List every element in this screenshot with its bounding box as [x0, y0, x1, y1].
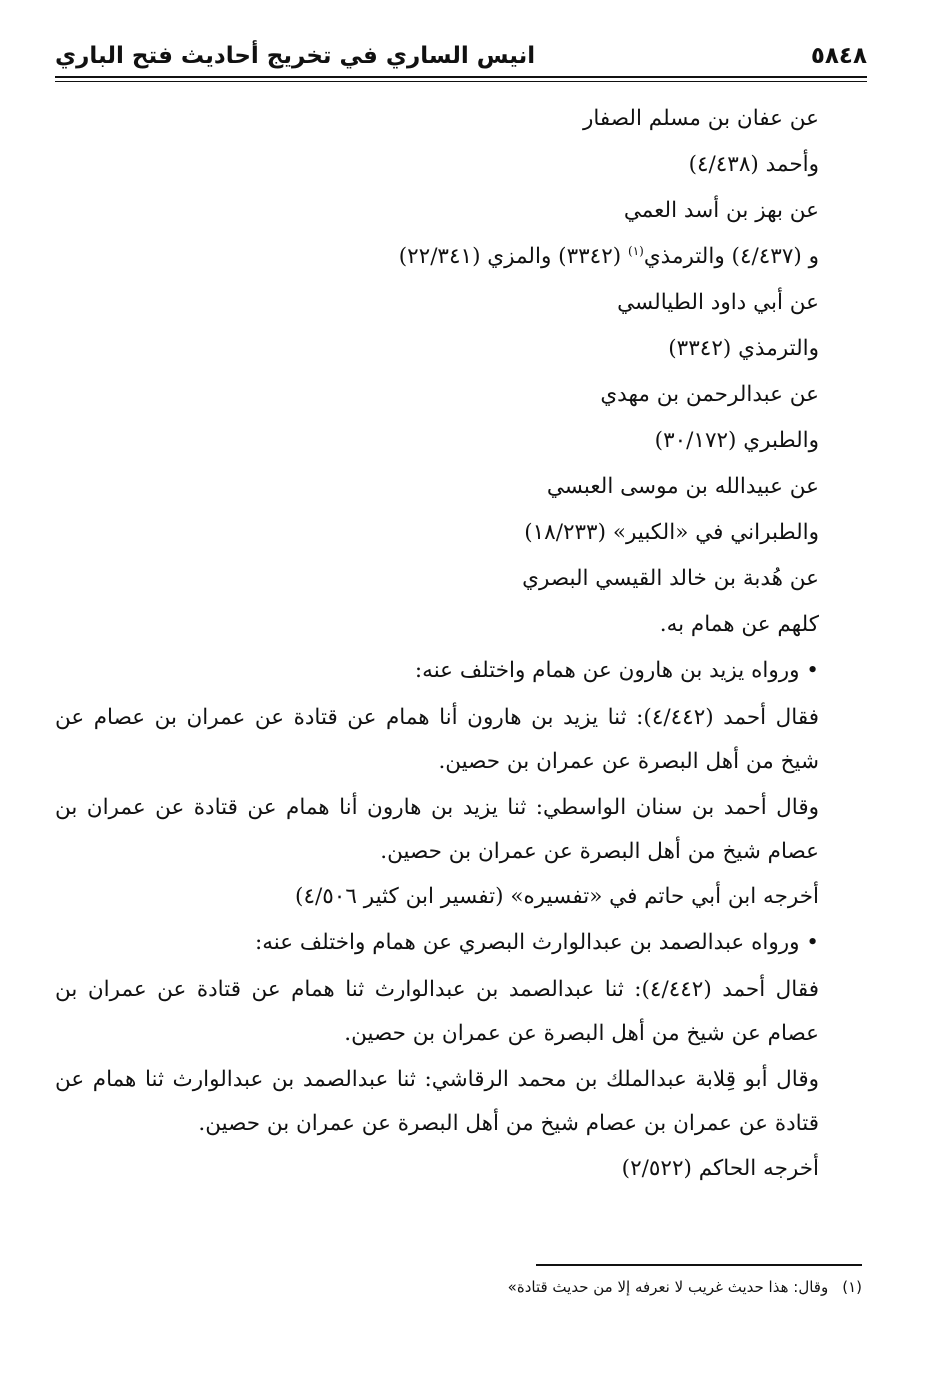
text-line: والترمذي (٣٣٤٢): [668, 336, 819, 361]
text-line: عن عبيدالله بن موسى العبسي: [546, 474, 819, 499]
paragraph: فقال أحمد (٤/٤٤٢): ثنا عبدالصمد بن عبدالوارث ثنا همام عن قتادة عن عمران بن عصام عن شيخ من أهل البصرة عن عمران بن حصين.: [55, 977, 819, 1046]
text-line: أخرجه الحاكم (٢/٥٢٢): [621, 1156, 819, 1181]
book-title: انيس الساري في تخريج أحاديث فتح الباري: [55, 43, 536, 69]
footnote-ref: (١): [628, 243, 644, 258]
footnote-text: وقال: هذا حديث غريب لا نعرفه إلا من حديث قتادة»: [507, 1278, 829, 1296]
text-line: [55, 234, 867, 280]
main-text: [55, 96, 867, 1192]
paragraph: وقال أحمد بن سنان الواسطي: ثنا يزيد بن هارون أنا همام عن قتادة عن عمران بن عصام شيخ من أهل البصرة عن عمران بن حصين.: [55, 795, 819, 864]
text-line: وأحمد (٤/٤٣٨): [688, 152, 819, 177]
text-line: كلهم عن همام به.: [659, 612, 819, 637]
paragraph: وقال أبو قِلابة عبدالملك بن محمد الرقاشي: ثنا عبدالصمد بن عبدالوارث ثنا همام عن قتادة عن عمران بن عصام شيخ من أهل البصرة عن عمران بن حصين.: [55, 1067, 819, 1136]
bullet-line: • ورواه يزيد بن هارون عن همام واختلف عنه:: [414, 658, 819, 683]
text-line: عن عفان بن مسلم الصفار: [582, 106, 819, 131]
bullet-line: • ورواه عبدالصمد بن عبدالوارث البصري عن همام واختلف عنه:: [254, 930, 819, 955]
text-line: أخرجه ابن أبي حاتم في «تفسيره» (تفسير ابن كثير ٤/٥٠٦): [295, 884, 819, 909]
text-segment: (٣٣٤٢) والمزي (٢٢/٣٤١): [398, 244, 628, 269]
footnote-rule: [536, 1264, 862, 1266]
running-header: [55, 38, 867, 74]
footnote: [360, 1278, 862, 1296]
text-line: عن بهز بن أسد العمي: [623, 198, 819, 223]
paragraph: فقال أحمد (٤/٤٤٢): ثنا يزيد بن هارون أنا همام عن قتادة عن عمران بن عصام عن شيخ من أهل البصرة عن عمران بن حصين.: [55, 705, 819, 774]
text-line: عن أبي داود الطيالسي: [617, 290, 819, 315]
header-rule-thin: [55, 81, 867, 82]
text-segment: و (٤/٤٣٧) والترمذي: [643, 244, 819, 269]
text-line: عن هُدبة بن خالد القيسي البصري: [522, 566, 819, 591]
footnote-number: (١): [842, 1278, 862, 1296]
page-number: ٥٨٤٨: [810, 43, 867, 69]
text-line: والطبراني في «الكبير» (١٨/٢٣٣): [524, 520, 819, 545]
text-line: والطبري (٣٠/١٧٢): [654, 428, 819, 453]
header-rule: [55, 76, 867, 78]
text-line: عن عبدالرحمن بن مهدي: [600, 382, 819, 407]
